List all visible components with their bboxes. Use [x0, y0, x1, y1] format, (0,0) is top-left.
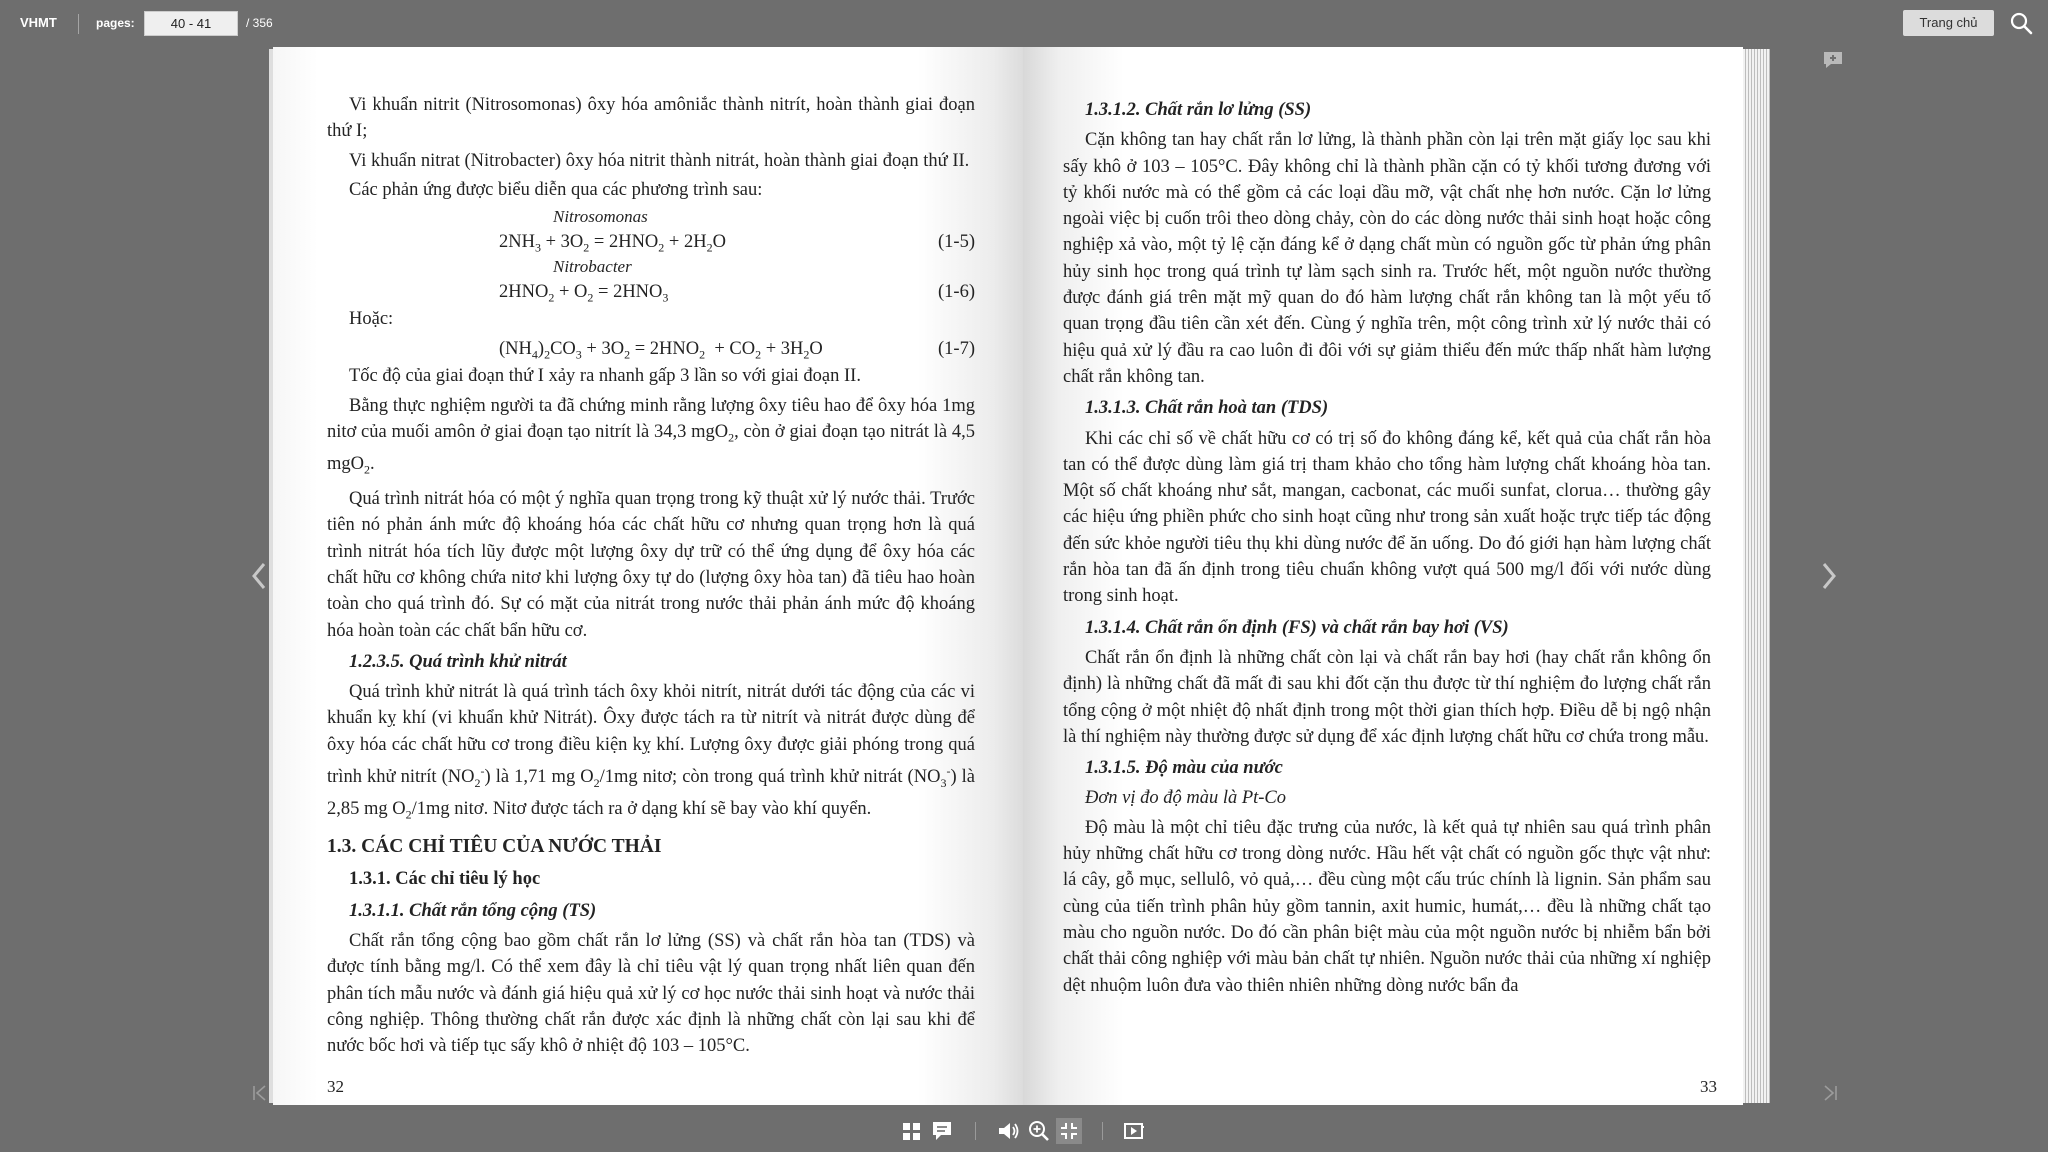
pages-label: pages: — [96, 16, 135, 30]
toolbar-divider — [975, 1122, 976, 1140]
bottom-toolbar — [0, 1108, 2048, 1152]
equation-formula: $(NH_4)_2CO_3 + 3O_2 = 2HNO_2 + CO_2 + 3H_2O$ — [499, 339, 823, 363]
equation-label: Nitrobacter — [553, 257, 632, 277]
brand-label: VHMT — [20, 15, 57, 30]
toolbar-divider — [1102, 1122, 1103, 1140]
paragraph: Cặn không tan hay chất rắn lơ lửng, là thành phần còn lại trên mặt giấy lọc sau khi sấy khô ở 103 – 105°C. Đây không chỉ là thành phần cặn có tỷ khối tương đương với tỷ khối nước mà có thể gồm cả các loại dầu mỡ, vật chất nhẹ hơn nước. Cặn lơ lửng ngoài việc bị cuốn trôi theo dòng chảy, còn do các dòng nước thải sinh hoạt hoặc công nghiệp xả vào, một tỷ lệ cặn đáng kể ở dạng chất mùn có nguồn gốc từ phản ứng phân hủy sinh học trong quá trình tự làm sạch sinh ra. Trước hết, một nguồn nước thường được đánh giá trên mặt mỹ quan do đó hàm lượng chất rắn không tan là một yếu tố quan trọng đầu tiên cần xét đến. Cùng ý nghĩa trên, một công trình xử lý nước thải có hiệu quả xử lý đầu ra cao luôn đi đôi với sự giảm thiểu đến mức thấp nhất hàm lượng chất rắn không tan. — [1063, 130, 1711, 387]
paragraph: Bằng thực nghiệm người ta đã chứng minh rằng lượng ôxy tiêu hao để ôxy hóa 1mg nitơ của muối amôn ở giai đoạn tạo nitrít là 34,3 mgO$_2$, còn ở giai đoạn tạo nitrát là 4,5 mgO$_2$. — [327, 395, 975, 477]
paragraph: Chất rắn tổng cộng bao gồm chất rắn lơ lửng (SS) và chất rắn hòa tan (TDS) và được tính bằng mg/l. Có thể xem đây là chỉ tiêu vật lý quan trọng nhất liên quan đến phân tích mẫu nước và đánh giá hiệu quả xử lý cơ học nước thải sinh hoạt và nước thải công nghiệp. Thông thường chất rắn được xác định là những chất còn lại sau khi để nước bốc hơi và tiếp tục sấy khô ở nhiệt độ 103 – 105°C. — [327, 931, 975, 1057]
right-page[interactable] — [1023, 47, 1743, 1105]
equation-number: (1-6) — [938, 282, 975, 303]
equation — [327, 335, 975, 363]
first-page-icon[interactable] — [250, 1082, 270, 1104]
paragraph: Tốc độ của giai đoạn thứ I xảy ra nhanh gấp 3 lần so với giai đoạn II. — [349, 366, 861, 387]
paragraph: Hoặc: — [349, 309, 394, 330]
slideshow-icon[interactable] — [1121, 1118, 1147, 1144]
equation-formula: $2HNO_2 + O_2 = 2HNO_3$ — [499, 282, 669, 305]
paragraph: Vi khuẩn nitrat (Nitrobacter) ôxy hóa nitrit thành nitrát, hoàn thành giai đoạn thứ II. — [349, 150, 970, 171]
paragraph: Chất rắn ổn định là những chất còn lại và chất rắn bay hơi (hay chất rắn không ổn định) là những chất đã mất đi sau khi đốt cặn thu được từ thí nghiệm đo lượng chất rắn tổng cộng ở một nhiệt độ nhất định trong một thời gian thích hợp. Điều dễ bị ngộ nhận là thí nghiệm này thường được sử dụng để xác định lượng chất hữu cơ chứa trong mẫu. — [1063, 647, 1711, 747]
paragraph: Vi khuẩn nitrit (Nitrosomonas) ôxy hóa amôniắc thành nitrít, hoàn thành giai đoạn thứ I; — [327, 95, 975, 142]
paragraph: Các phản ứng được biểu diễn qua các phương trình sau: — [349, 179, 763, 200]
page-total: / 356 — [246, 16, 273, 30]
search-icon[interactable] — [2008, 10, 2034, 36]
equation-formula: $2NH_3 + 3O_2 = 2HNO_2 + 2H_2O$ — [499, 232, 726, 255]
paragraph: Khi các chỉ số về chất hữu cơ có trị số đo không đáng kể, kết quả của chất rắn hòa tan có thể được dùng làm giá trị tham khảo cho tổng hàm lượng chất khoáng hòa tan. Một số chất khoáng như sắt, mangan, cacbonat, các muối sunfat, clorua… thường gây các hiệu ứng phiền phức cho sinh hoạt cũng như trong sản xuất hoặc trực tiếp tác động đến sức khỏe người tiêu thụ khi dùng nước để ăn uống. Do đó giới hạn hàm lượng chất rắn hòa tan đã ấn định trong tiêu chuẩn không vượt quá 500 mg/l đối với nước dùng trong sinh hoạt. — [1063, 428, 1711, 607]
book-spread — [273, 47, 1770, 1105]
paragraph: Quá trình nitrát hóa có một ý nghĩa quan trọng trong kỹ thuật xử lý nước thải. Trước tiên nó phản ánh mức độ khoáng hóa các chất hữu cơ nhưng quan trọng hơn là quá trình nitrát hóa tích lũy được một lượng ôxy dự trữ có thể ứng dụng để ôxy hóa các chất hữu cơ không chứa nitơ khi lượng ôxy tự do (lượng ôxy hòa tan) đã tiêu hao hoàn toàn cho quá trình đó. Sự có mặt của nitrát trong nước thải phản ánh mức độ khoáng hóa hoàn toàn các chất bẩn hữu cơ. — [327, 489, 975, 641]
equation-number: (1-5) — [938, 232, 975, 253]
sound-icon[interactable] — [996, 1118, 1022, 1144]
equation-number: (1-7) — [938, 339, 975, 360]
left-page[interactable] — [273, 47, 1023, 1105]
fit-screen-icon[interactable] — [1056, 1118, 1082, 1144]
right-page-content — [1063, 92, 1711, 1002]
add-bookmark-icon[interactable] — [1822, 50, 1844, 70]
divider — [78, 14, 79, 34]
comments-icon[interactable] — [929, 1118, 955, 1144]
paragraph: Độ màu là một chỉ tiêu đặc trưng của nước, là kết quả tự nhiên sau quá trình phân hủy những chất hữu cơ trong dòng nước. Hầu hết vật chất có nguồn gốc thực vật như: lá cây, gỗ mục, sellulô, vỏ quả,… đều cùng một cấu trúc chính là lignin. Sản phẩm sau cùng của tiến trình phân hủy gồm tannin, axit humic, humát,… đều là những chất tạo màu cho nguồn nước. Do đó cần phân biệt màu của một nguồn nước bị nhiễm bẩn bởi chất thải công nghiệp với màu bản chất tự nhiên. Nguồn nước thải của những xí nghiệp dệt nhuộm luôn đưa vào thiên nhiên những dòng nước bẩn đa — [1063, 817, 1711, 996]
equation — [327, 278, 975, 306]
top-toolbar — [0, 0, 2048, 48]
page-number: 33 — [1700, 1077, 1717, 1096]
next-page-arrow-icon[interactable] — [1816, 556, 1842, 596]
last-page-icon[interactable] — [1820, 1082, 1840, 1104]
chapter-heading: 1.3. CÁC CHỈ TIÊU CỦA NƯỚC THẢI — [327, 836, 662, 858]
section-heading: 1.3.1.1. Chất rắn tổng cộng (TS) — [349, 900, 597, 921]
section-heading: 1.2.3.5. Quá trình khử nitrát — [349, 651, 567, 672]
left-page-content — [327, 92, 975, 1063]
home-button[interactable]: Trang chủ — [1903, 10, 1994, 36]
paragraph: Quá trình khử nitrát là quá trình tách ôxy khỏi nitrít, nitrát dưới tác động của các vi khuẩn kỵ khí (vi khuẩn khử Nitrát). Ôxy được tách ra từ nitrít và nitrát được dùng để ôxy hóa các chất hữu cơ trong điều kiện kỵ khí. Lượng ôxy được giải phóng trong quá trình khử nitrít $(NO_2^-)$ là 1,71 mg $O_2/1mg$ nitơ; còn trong quá trình khử nitrát $(NO_3^-)$ là 2,85 mg $O_2/1mg$ nitơ. Nitơ được tách ra ở dạng khí sẽ bay vào khí quyển. — [327, 682, 976, 822]
page-number-input[interactable]: 40 - 41 — [144, 11, 238, 36]
section-heading: 1.3.1.3. Chất rắn hoà tan (TDS) — [1085, 398, 1329, 419]
unit-note: Đơn vị đo độ màu là Pt-Co — [1085, 788, 1287, 809]
zoom-in-icon[interactable] — [1026, 1118, 1052, 1144]
section-heading: 1.3.1. Các chỉ tiêu lý học — [349, 869, 541, 890]
equation-label: Nitrosomonas — [553, 207, 648, 227]
section-heading: 1.3.1.5. Độ màu của nước — [1085, 758, 1283, 779]
page-stack-edge — [1743, 49, 1770, 1103]
equation — [327, 228, 975, 256]
thumbnails-grid-icon[interactable] — [899, 1118, 925, 1144]
page-number: 32 — [327, 1077, 344, 1096]
section-heading: 1.3.1.2. Chất rắn lơ lửng (SS) — [1085, 100, 1312, 120]
section-heading: 1.3.1.4. Chất rắn ổn định (FS) và chất rắn bay hơi (VS) — [1085, 617, 1509, 638]
